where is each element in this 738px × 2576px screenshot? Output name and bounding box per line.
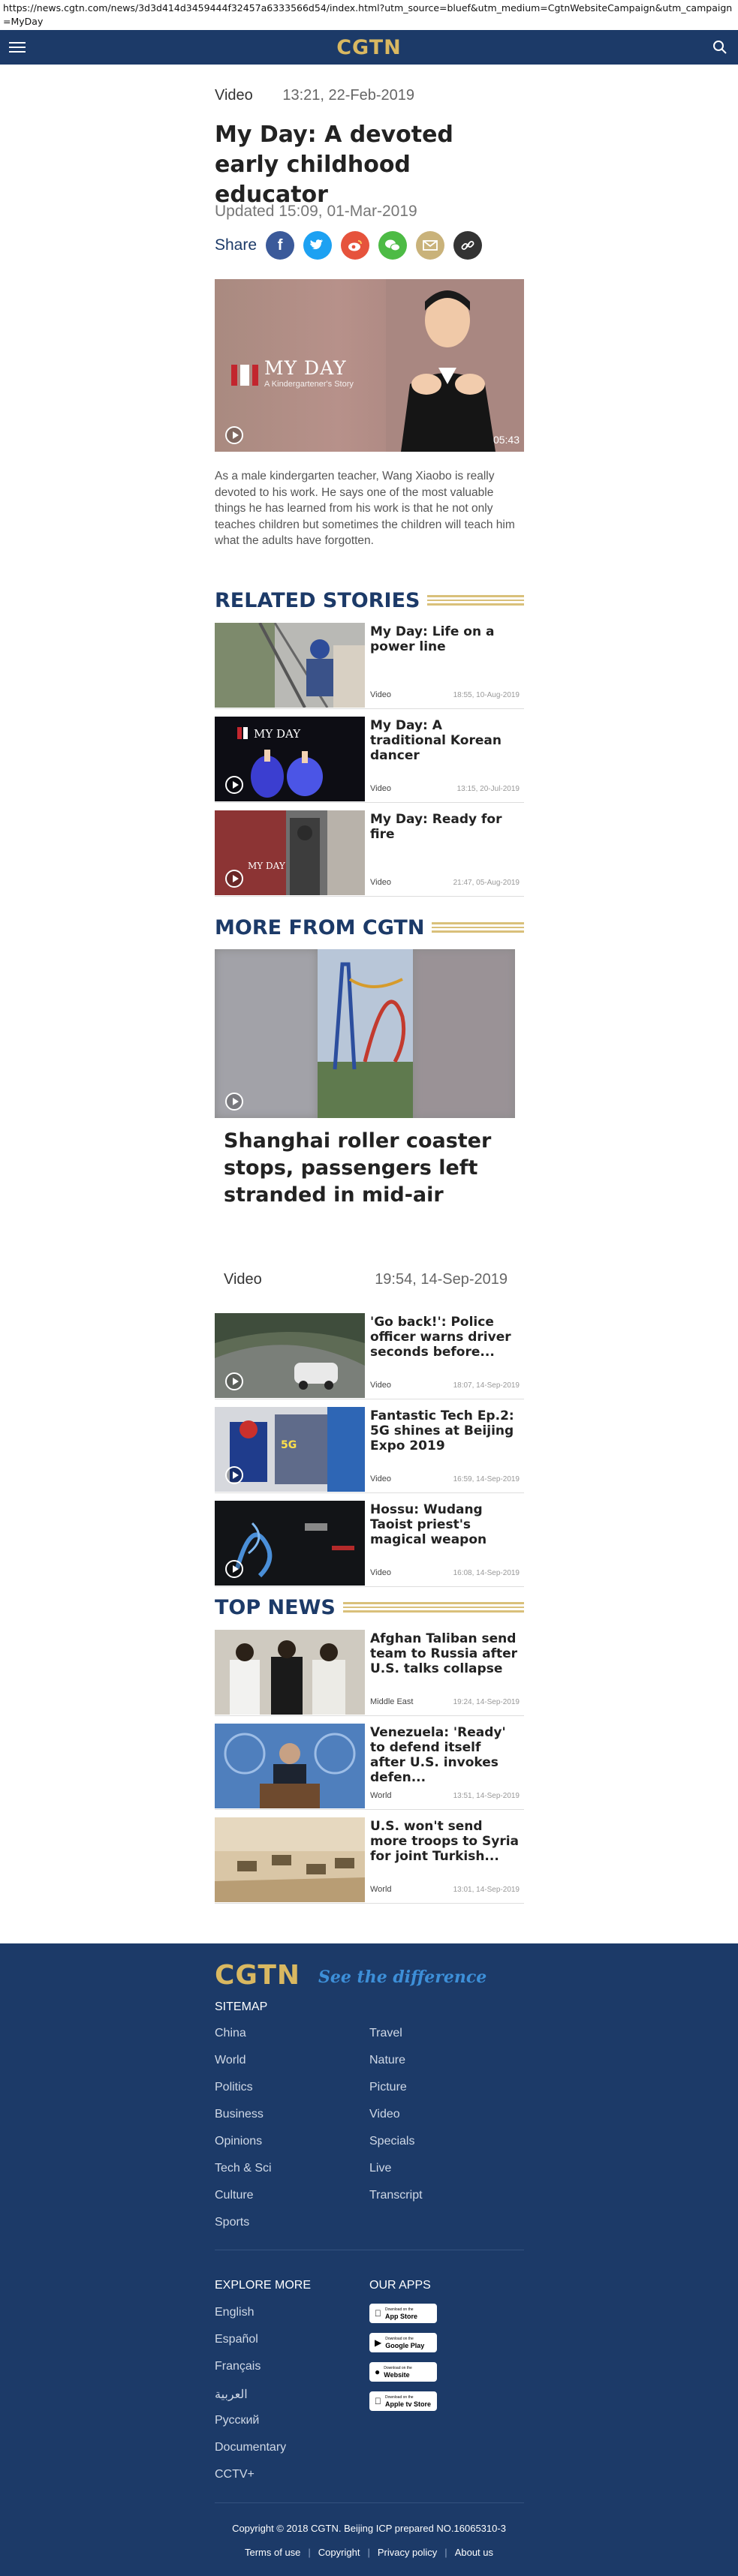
share-bar <box>215 231 491 260</box>
share-label: Share <box>215 236 258 254</box>
story-tag: Video <box>370 1568 391 1577</box>
language-link[interactable]: English <box>215 2306 255 2319</box>
sitemap-link[interactable]: Transcript <box>369 2189 423 2202</box>
story-thumbnail[interactable] <box>215 1501 365 1586</box>
related-story-card[interactable] <box>215 810 524 897</box>
story-thumbnail[interactable] <box>215 1407 365 1492</box>
more-story-card[interactable] <box>215 1501 524 1587</box>
story-title[interactable]: Hossu: Wudang Taoist priest's magical weapon <box>370 1502 487 1547</box>
story-thumbnail[interactable] <box>215 623 365 708</box>
video-brand: MY DAY <box>264 357 347 379</box>
teacher-photo <box>386 279 524 452</box>
terms-of-use-link[interactable]: Terms of use <box>244 2547 301 2558</box>
our-apps-heading: OUR APPS <box>369 2279 431 2292</box>
featured-video-meta <box>224 1271 508 1288</box>
top-news-heading: TOP NEWS <box>215 1594 524 1621</box>
google-play-badge[interactable]: ▶ Download on the Google Play <box>369 2333 437 2352</box>
language-link[interactable]: Español <box>215 2333 258 2346</box>
play-icon[interactable] <box>225 870 243 888</box>
related-story-card[interactable] <box>215 623 524 709</box>
explore-more-heading: EXPLORE MORE <box>215 2279 312 2292</box>
story-tag: Middle East <box>370 1697 414 1706</box>
related-story-card[interactable] <box>215 717 524 803</box>
sitemap-link[interactable]: Specials <box>369 2135 415 2148</box>
story-tag: Video <box>370 690 391 699</box>
article-published: 13:21, 22-Feb-2019 <box>282 87 415 104</box>
story-title[interactable]: Afghan Taliban send team to Russia after U.S. talks collapse <box>370 1631 518 1676</box>
video-duration: 05:43 <box>493 434 520 446</box>
story-date: 19:24, 14-Sep-2019 <box>453 1698 520 1706</box>
story-tag: World <box>370 1791 392 1800</box>
apple-icon <box>375 2396 381 2406</box>
wechat-icon[interactable] <box>378 231 407 260</box>
play-icon[interactable] <box>225 1372 243 1390</box>
google-play-icon: ▶ <box>375 2337 382 2348</box>
play-icon[interactable] <box>225 1560 243 1578</box>
story-title[interactable]: My Day: A traditional Korean dancer <box>370 718 502 763</box>
story-date: 13:15, 20-Jul-2019 <box>456 785 520 793</box>
article-title: My Day: A devoted early childhood educator <box>215 122 453 208</box>
site-footer <box>0 1943 738 2576</box>
explore-link[interactable]: CCTV+ <box>215 2468 255 2481</box>
story-date: 21:47, 05-Aug-2019 <box>453 879 520 887</box>
top-news-card[interactable] <box>215 1724 524 1810</box>
my-day-logo-icon <box>230 360 260 390</box>
top-navigation <box>0 30 738 65</box>
play-icon[interactable] <box>225 426 243 444</box>
more-story-card[interactable] <box>215 1313 524 1399</box>
sitemap-link[interactable]: Live <box>369 2162 392 2175</box>
apple-icon <box>375 2308 381 2319</box>
article-summary: As a male kindergarten teacher, Wang Xiaobo is really devoted to his work. He says one of the most valuable things he has learned from his work is that he not only teaches children but sometimes the children will teach him what the adults have forgotten. <box>215 470 515 547</box>
svg-text:MY DAY: MY DAY <box>254 727 301 741</box>
story-date: 13:01, 14-Sep-2019 <box>453 1886 520 1894</box>
sitemap-heading: SITEMAP <box>215 2000 268 2013</box>
legal-links: Terms of use | Copyright | Privacy policy | About us <box>244 2547 494 2558</box>
video-player[interactable] <box>215 279 524 452</box>
story-date: 18:55, 10-Aug-2019 <box>453 691 520 699</box>
app-store-badge[interactable]: Download on the App Store <box>369 2304 437 2323</box>
footer-slogan: See the difference <box>318 1967 487 1987</box>
sitemap-link[interactable]: Tech & Sci <box>215 2162 272 2175</box>
facebook-icon[interactable]: f <box>266 231 294 260</box>
story-date: 18:07, 14-Sep-2019 <box>453 1381 520 1390</box>
language-link[interactable]: Français <box>215 2360 261 2373</box>
sitemap-link[interactable]: Sports <box>215 2216 250 2229</box>
play-icon[interactable] <box>225 1093 243 1111</box>
story-thumbnail[interactable] <box>215 1630 365 1715</box>
about-us-link[interactable]: About us <box>454 2547 494 2558</box>
article-kind: Video <box>215 87 253 104</box>
sitemap-link[interactable]: Opinions <box>215 2135 263 2148</box>
story-date: 16:08, 14-Sep-2019 <box>453 1569 520 1577</box>
story-date: 13:51, 14-Sep-2019 <box>453 1792 520 1800</box>
story-title[interactable]: Fantastic Tech Ep.2: 5G shines at Beijing Expo 2019 <box>370 1408 514 1453</box>
sitemap-link[interactable]: China <box>215 2027 246 2039</box>
language-link[interactable]: العربية <box>215 2388 248 2401</box>
story-tag: World <box>370 1885 392 1894</box>
play-icon[interactable] <box>225 776 243 794</box>
email-icon[interactable] <box>416 231 444 260</box>
more-story-card[interactable] <box>215 1407 524 1493</box>
story-date: 16:59, 14-Sep-2019 <box>453 1475 520 1483</box>
play-icon[interactable] <box>225 1466 243 1484</box>
story-tag: Video <box>370 1381 391 1390</box>
sitemap-link[interactable]: Nature <box>369 2054 406 2067</box>
story-title[interactable]: 'Go back!': Police officer warns driver seconds before... <box>370 1315 511 1360</box>
footer-divider <box>215 2502 524 2503</box>
explore-link[interactable]: Documentary <box>215 2441 287 2454</box>
language-link[interactable]: Русский <box>215 2414 260 2427</box>
top-news-card[interactable] <box>215 1630 524 1716</box>
story-title[interactable]: U.S. won't send more troops to Syria for joint Turkish... <box>370 1819 520 1864</box>
copyright-text: Copyright © 2018 CGTN. Beijing ICP prepared NO.16065310-3 <box>232 2523 506 2534</box>
story-thumbnail[interactable] <box>215 810 365 895</box>
weibo-icon[interactable] <box>341 231 369 260</box>
copyright-link[interactable]: Copyright <box>318 2547 360 2558</box>
story-tag: Video <box>370 784 391 793</box>
top-news-card[interactable] <box>215 1817 524 1904</box>
story-thumbnail[interactable] <box>215 717 365 801</box>
article-meta <box>215 87 524 104</box>
story-tag: Video <box>370 878 391 887</box>
privacy-policy-link[interactable]: Privacy policy <box>377 2547 438 2558</box>
sitemap-link[interactable]: Travel <box>369 2027 402 2039</box>
featured-video-date: 19:54, 14-Sep-2019 <box>375 1271 508 1288</box>
footer-logo[interactable]: CGTN <box>215 1960 301 1991</box>
story-thumbnail[interactable] <box>215 1313 365 1398</box>
globe-icon: ● <box>375 2367 381 2377</box>
site-logo[interactable]: CGTN <box>336 36 402 59</box>
story-title[interactable]: My Day: Ready for fire <box>370 812 502 842</box>
story-tag: Video <box>370 1474 391 1483</box>
twitter-icon[interactable] <box>303 231 332 260</box>
featured-video-thumbnail[interactable] <box>215 949 515 1118</box>
featured-video-title[interactable]: Shanghai roller coaster stops, passengers left stranded in mid-air <box>224 1129 492 1207</box>
story-title[interactable]: My Day: Life on a power line <box>370 624 495 654</box>
sitemap-link[interactable]: Business <box>215 2108 264 2121</box>
copy-link-icon[interactable] <box>453 231 482 260</box>
story-thumbnail[interactable] <box>215 1817 365 1902</box>
svg-text:MY DAY: MY DAY <box>248 861 285 871</box>
svg-text:5G: 5G <box>281 1439 297 1451</box>
more-from-cgtn-heading: MORE FROM CGTN <box>215 914 524 941</box>
sitemap-link[interactable]: Picture <box>369 2081 407 2094</box>
story-thumbnail[interactable] <box>215 1724 365 1808</box>
address-bar[interactable]: https://news.cgtn.com/news/3d3d414d3459444f32457a6333566d54/index.html?utm_source=bluef&utm_medium=CgtnWebsiteCampaign&utm_campaign=MyDay <box>0 0 738 30</box>
article-updated: Updated 15:09, 01-Mar-2019 <box>215 203 417 220</box>
apple-tv-badge[interactable]: Download on the Apple tv Store <box>369 2391 437 2411</box>
featured-video-tag: Video <box>224 1271 262 1288</box>
website-badge[interactable]: ● Download on the Website <box>369 2362 437 2382</box>
sitemap-link[interactable]: Culture <box>215 2189 254 2202</box>
sitemap-link[interactable]: World <box>215 2054 246 2067</box>
story-title[interactable]: Venezuela: 'Ready' to defend itself after U.S. invokes defen... <box>370 1725 506 1785</box>
sitemap-link[interactable]: Video <box>369 2108 400 2121</box>
related-stories-heading: RELATED STORIES <box>215 587 524 614</box>
sitemap-link[interactable]: Politics <box>215 2081 253 2094</box>
video-brand-subtitle: A Kindergartener's Story <box>264 380 354 389</box>
search-icon[interactable] <box>712 40 727 55</box>
